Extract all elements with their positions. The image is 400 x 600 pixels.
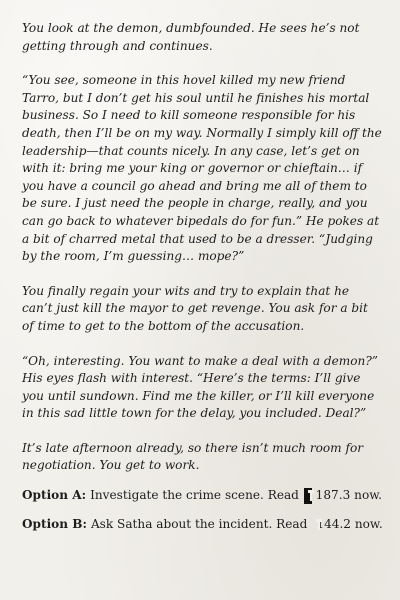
story-paragraph-1: You look at the demon, dumbfounded. He sees he’s not getting through and continues. [22, 21, 360, 53]
option-a-text: Investigate the crime scene. Read [90, 488, 299, 502]
option-b-label: Option B: [22, 517, 87, 531]
story-paragraph-2: “You see, someone in this hovel killed my new friend Tarro, but I don’t get his soul until he finishes his mortal business. So I need to kill someone responsible for his death, then I’ll be on my way. Normally I simply kill off the leadership—that counts nicely. In any case, let’s get on with it: bring me your king or governor or chieftain… if you have a council go ahead and bring me all of them to be sure. I just need the people in charge, really, and you can go back to whatever bipedals do for fun.” He pokes at a bit of charred metal that used to be a dresser. “Judging by the room, I’m guessing… mope?” [22, 73, 382, 264]
option-b-suffix: now. [354, 517, 383, 531]
story-paragraph-5: It’s late afternoon already, so there isn’t much room for negotiation. You get to work. [22, 440, 364, 473]
story-paragraph-4: “Oh, interesting. You want to make a deal with a demon?” His eyes flash with interest. “Here’s the terms: I’ll give you until sundown. Find me the killer, or I’ll kill everyone in this sad little town for the delay, you included. Deal?” [22, 353, 378, 421]
option-a-label: Option A: [22, 488, 87, 502]
options-list [22, 487, 382, 545]
option-a-section-number[interactable]: 187.3 [315, 488, 351, 502]
option-a-suffix: now. [354, 488, 382, 502]
option-b-section-number[interactable]: 144.2 [316, 517, 351, 531]
story-paragraph-3: You finally regain your wits and try to explain that he can’t just kill the mayor to get revenge. You ask for a bit of time to get to the bottom of the accusation. [22, 283, 368, 333]
option-b-text: Ask Satha about the incident. Read [90, 517, 308, 531]
book-icon [304, 488, 312, 504]
story-text [22, 20, 382, 492]
option-a[interactable] [22, 487, 382, 504]
option-b[interactable] [22, 516, 382, 533]
